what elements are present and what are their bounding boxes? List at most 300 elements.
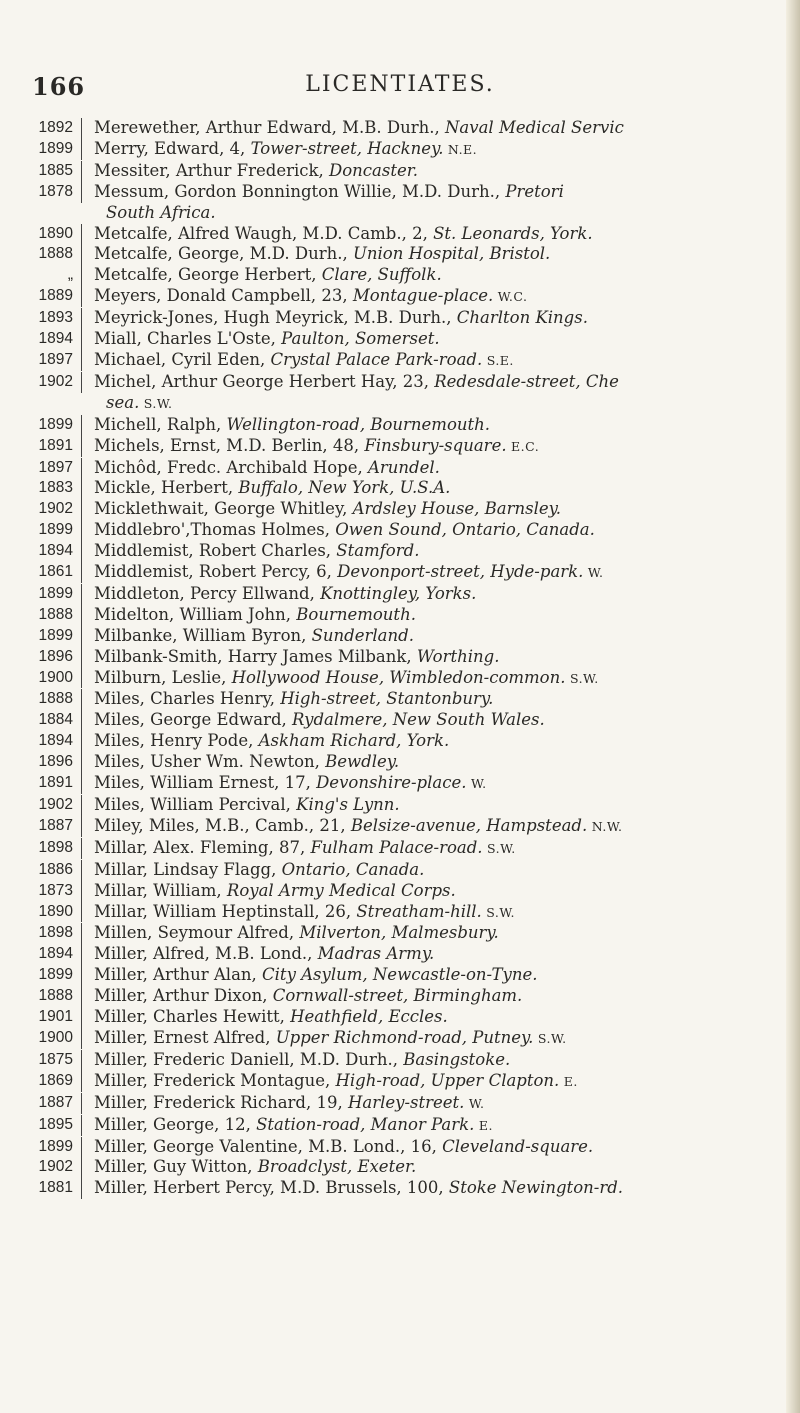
name-text: Miles, Henry Pode, — [94, 731, 259, 751]
admission-year: 1902 — [12, 795, 82, 816]
address-text: Askham Richard, York. — [258, 731, 450, 751]
register-entry — [12, 1157, 790, 1178]
admission-year: 1897 — [12, 458, 82, 479]
admission-year: 1894 — [12, 541, 82, 562]
entry-line — [94, 436, 790, 458]
address-text: Paulton, Somerset. — [281, 329, 440, 349]
entry-text — [82, 329, 790, 350]
address-text: Harley-street. — [347, 1092, 465, 1112]
admission-year: 1899 — [12, 965, 82, 986]
register-entry — [12, 795, 790, 816]
entry-text — [82, 881, 790, 902]
register-entry — [12, 668, 790, 690]
address-text: Wellington-road, Bournemouth. — [226, 414, 491, 434]
entry-line — [94, 710, 790, 731]
entry-line — [94, 499, 790, 520]
postal-district: S.W. — [565, 670, 599, 686]
name-text: Middlebro',Thomas Holmes, — [94, 520, 336, 540]
entry-text — [82, 1050, 790, 1071]
entry-line — [94, 139, 790, 161]
admission-year: 1902 — [12, 499, 82, 520]
entry-line — [94, 944, 790, 965]
admission-year: 1899 — [12, 584, 82, 605]
name-text: Metcalfe, Alfred Waugh, M.D. Camb., 2, — [94, 223, 434, 243]
register-entry — [12, 499, 790, 520]
admission-year: 1888 — [12, 986, 82, 1007]
entry-text — [82, 668, 790, 690]
address-text: Cleveland-square. — [442, 1136, 594, 1156]
entry-line — [94, 1071, 790, 1093]
register-entry — [12, 118, 790, 139]
name-text: Messum, Gordon Bonnington Willie, M.D. Durh., — [94, 181, 506, 201]
register-entry — [12, 605, 790, 626]
address-text: Pretori — [505, 181, 564, 201]
entry-line — [94, 1028, 790, 1050]
entry-continuation-line — [94, 203, 790, 224]
register-entry — [12, 965, 790, 986]
register-entry — [12, 478, 790, 499]
name-text: Millar, William Heptinstall, 26, — [94, 901, 357, 921]
admission-year: 1883 — [12, 478, 82, 499]
name-text: Michel, Arthur George Herbert Hay, 23, — [94, 371, 435, 391]
entry-line — [94, 1093, 790, 1115]
address-text: Montague-place. — [352, 286, 494, 306]
entry-line — [94, 458, 790, 479]
entry-text — [82, 415, 790, 436]
admission-year: 1887 — [12, 1093, 82, 1114]
entry-text — [82, 541, 790, 562]
register-entry — [12, 562, 790, 584]
register-entry — [12, 415, 790, 436]
admission-year: 1895 — [12, 1115, 82, 1136]
admission-year: 1890 — [12, 224, 82, 245]
name-text: Milburn, Leslie, — [94, 667, 232, 687]
admission-year: 1899 — [12, 520, 82, 541]
address-text: Rydalmere, New South Wales. — [292, 710, 545, 730]
address-text: Finsbury-square. — [364, 435, 507, 455]
entry-text — [82, 647, 790, 668]
entry-text — [82, 118, 790, 139]
register-entry — [12, 436, 790, 458]
entry-line — [94, 1137, 790, 1158]
register-entry — [12, 372, 790, 415]
register-entry — [12, 1115, 790, 1137]
name-text: Miller, Ernest Alfred, — [94, 1027, 276, 1047]
name-text: Miller, Guy Witton, — [94, 1157, 258, 1177]
admission-year: 1886 — [12, 860, 82, 881]
name-text: Miller, Arthur Dixon, — [94, 986, 273, 1006]
entry-line — [94, 689, 790, 710]
address-text: Bewdley. — [325, 752, 400, 772]
register-entry — [12, 923, 790, 944]
entry-line — [94, 562, 790, 584]
name-text: Merry, Edward, 4, — [94, 138, 251, 158]
entry-line — [94, 773, 790, 795]
entry-text — [82, 838, 790, 860]
entry-text — [82, 139, 790, 161]
admission-year: 1893 — [12, 308, 82, 329]
name-text: Miley, Miles, M.B., Camb., 21, — [94, 815, 351, 835]
admission-year: 1896 — [12, 647, 82, 668]
address-text: Ardsley House, Barnsley. — [352, 499, 562, 519]
address-text: Union Hospital, Bristol. — [352, 244, 551, 264]
address-text: St. Leonards, York. — [433, 223, 593, 243]
address-text: High-road, Upper Clapton. — [335, 1070, 560, 1090]
entry-text — [82, 605, 790, 626]
entry-text — [82, 1157, 790, 1178]
register-entry — [12, 1071, 790, 1093]
entry-line — [94, 541, 790, 562]
name-text: Miller, Alfred, M.B. Lond., — [94, 944, 318, 964]
entry-text — [82, 436, 790, 458]
admission-year: 1873 — [12, 881, 82, 902]
admission-year: 1892 — [12, 118, 82, 139]
address-text: Broadclyst, Exeter. — [257, 1157, 417, 1177]
entry-line — [94, 965, 790, 986]
address-text: South Africa. — [106, 202, 216, 222]
admission-year: 1894 — [12, 329, 82, 350]
admission-year: 1889 — [12, 286, 82, 307]
entry-text — [82, 1093, 790, 1115]
admission-year: 1899 — [12, 1137, 82, 1158]
entry-line — [94, 520, 790, 541]
name-text: Metcalfe, George, M.D. Durh., — [94, 244, 353, 264]
register-entry — [12, 161, 790, 182]
register-entry — [12, 752, 790, 773]
entry-text — [82, 689, 790, 710]
entry-text — [82, 986, 790, 1007]
name-text: Meyers, Donald Campbell, 23, — [94, 286, 353, 306]
register-entry — [12, 520, 790, 541]
postal-district: N.E. — [443, 141, 478, 157]
name-text: Milbank-Smith, Harry James Milbank, — [94, 646, 417, 666]
address-text: Worthing. — [416, 646, 500, 666]
name-text: Messiter, Arthur Frederick, — [94, 160, 329, 180]
admission-year: 1898 — [12, 838, 82, 859]
name-text: Miles, William Percival, — [94, 795, 297, 814]
entry-text — [82, 286, 790, 308]
register-entry — [12, 308, 790, 329]
entry-line — [94, 923, 790, 944]
register-entry — [12, 1028, 790, 1050]
entry-line — [94, 329, 790, 350]
admission-year: 1891 — [12, 773, 82, 794]
name-text: Miller, Charles Hewitt, — [94, 1007, 291, 1027]
admission-year: 1900 — [12, 668, 82, 689]
entry-line — [94, 118, 790, 139]
entry-line — [94, 350, 790, 372]
name-text: Millar, Alex. Fleming, 87, — [94, 837, 311, 857]
entry-line — [94, 1007, 790, 1028]
entry-line — [94, 1115, 790, 1137]
entry-text — [82, 1115, 790, 1137]
name-text: Michels, Ernst, M.D. Berlin, 48, — [94, 435, 365, 455]
postal-district: N.W. — [587, 818, 623, 834]
address-text: Belsize-avenue, Hampstead. — [350, 815, 588, 835]
address-text: Streatham-hill. — [356, 901, 482, 921]
entry-text — [82, 1178, 790, 1199]
entry-text — [82, 562, 790, 584]
name-text: Milbanke, William Byron, — [94, 625, 312, 645]
register-entry — [12, 838, 790, 860]
entry-line — [94, 902, 790, 924]
name-text: Miall, Charles L'Oste, — [94, 329, 282, 349]
address-text: Fulham Palace-road. — [310, 837, 483, 857]
name-text: Millar, Lindsay Flagg, — [94, 859, 282, 879]
entry-line — [94, 224, 790, 245]
admission-year: 1899 — [12, 626, 82, 647]
register-entry — [12, 626, 790, 647]
postal-district: S.W. — [482, 840, 516, 856]
register-entry — [12, 350, 790, 372]
admission-year: 1899 — [12, 415, 82, 436]
address-text: Redesdale-street, Che — [434, 371, 619, 391]
entry-text — [82, 458, 790, 479]
admission-year: 1888 — [12, 605, 82, 626]
entry-line — [94, 286, 790, 308]
address-text: sea. — [106, 392, 140, 412]
register-entry — [12, 986, 790, 1007]
address-text: Owen Sound, Ontario, Canada. — [335, 520, 595, 540]
address-text: Doncaster. — [328, 160, 419, 180]
postal-district: S.W. — [533, 1030, 567, 1046]
licentiate-list — [12, 118, 790, 1199]
name-text: Miles, William Ernest, 17, — [94, 773, 317, 793]
entry-text — [82, 965, 790, 986]
address-text: Tower-street, Hackney. — [250, 138, 444, 158]
address-text: Cornwall-street, Birmingham. — [272, 986, 523, 1006]
entry-text — [82, 923, 790, 944]
address-text: Station-road, Manor Park. — [256, 1114, 475, 1134]
name-text: Miles, George Edward, — [94, 710, 293, 730]
name-text: Metcalfe, George Herbert, — [94, 265, 322, 285]
register-entry — [12, 860, 790, 881]
address-text: Devonport-street, Hyde-park. — [337, 562, 584, 582]
address-text: City Asylum, Newcastle-on-Tyne. — [262, 965, 538, 985]
admission-year: 1869 — [12, 1071, 82, 1092]
entry-text — [82, 731, 790, 752]
entry-line — [94, 1178, 790, 1199]
postal-district: W. — [464, 1095, 485, 1111]
address-text: Naval Medical Servic — [444, 118, 624, 137]
entry-text — [82, 499, 790, 520]
entry-text — [82, 816, 790, 838]
register-entry — [12, 244, 790, 265]
admission-year: 1888 — [12, 689, 82, 710]
name-text: Mickle, Herbert, — [94, 478, 239, 498]
admission-year: 1900 — [12, 1028, 82, 1049]
entry-line — [94, 605, 790, 626]
admission-year: 1891 — [12, 436, 82, 457]
entry-text — [82, 161, 790, 182]
admission-year: 1899 — [12, 139, 82, 160]
register-entry — [12, 224, 790, 245]
address-text: Arundel. — [368, 457, 440, 477]
register-entry — [12, 329, 790, 350]
name-text: Midelton, William John, — [94, 604, 297, 624]
name-text: Michell, Ralph, — [94, 414, 227, 434]
entry-line — [94, 182, 790, 203]
entry-text — [82, 1007, 790, 1028]
register-entry — [12, 1178, 790, 1199]
register-entry — [12, 584, 790, 605]
name-text: Miller, Frederick Montague, — [94, 1070, 336, 1090]
admission-year: „ — [12, 265, 82, 286]
register-entry — [12, 1007, 790, 1028]
admission-year: 1894 — [12, 731, 82, 752]
address-text: King's Lynn. — [296, 795, 400, 814]
entry-text — [82, 626, 790, 647]
address-text: Basingstoke. — [403, 1049, 511, 1069]
admission-year: 1875 — [12, 1050, 82, 1071]
entry-text — [82, 902, 790, 924]
entry-text — [82, 773, 790, 795]
entry-text — [82, 860, 790, 881]
running-title: LICENTIATES. — [305, 72, 495, 97]
address-text: Heathfield, Eccles. — [290, 1007, 448, 1027]
admission-year: 1894 — [12, 944, 82, 965]
register-entry — [12, 265, 790, 286]
entry-text — [82, 1137, 790, 1158]
entry-text — [82, 308, 790, 329]
entry-line — [94, 838, 790, 860]
entry-text — [82, 224, 790, 245]
name-text: Miles, Charles Henry, — [94, 689, 281, 709]
entry-text — [82, 1028, 790, 1050]
entry-text — [82, 584, 790, 605]
admission-year: 1901 — [12, 1007, 82, 1028]
name-text: Meyrick-Jones, Hugh Meyrick, M.B. Durh., — [94, 308, 457, 328]
name-text: Millen, Seymour Alfred, — [94, 923, 300, 943]
register-entry — [12, 1093, 790, 1115]
entry-line — [94, 372, 790, 393]
admission-year: 1881 — [12, 1178, 82, 1199]
name-text: Millar, William, — [94, 880, 227, 900]
entry-line — [94, 1157, 790, 1178]
entry-text — [82, 520, 790, 541]
address-text: Hollywood House, Wimbledon-common. — [231, 667, 566, 687]
address-text: Milverton, Malmesbury. — [299, 923, 499, 943]
postal-district: W. — [466, 776, 487, 792]
register-entry — [12, 773, 790, 795]
admission-year: 1902 — [12, 372, 82, 393]
name-text: Miller, George Valentine, M.B. Lond., 16, — [94, 1136, 443, 1156]
entry-line — [94, 308, 790, 329]
name-text: Middlemist, Robert Charles, — [94, 541, 337, 561]
admission-year: 1888 — [12, 244, 82, 265]
entry-line — [94, 881, 790, 902]
register-entry — [12, 647, 790, 668]
name-text: Micklethwait, George Whitley, — [94, 499, 353, 519]
postal-district: S.W. — [139, 395, 173, 411]
register-entry — [12, 1137, 790, 1158]
register-entry — [12, 816, 790, 838]
address-text: Royal Army Medical Corps. — [226, 880, 456, 900]
postal-district: E. — [559, 1073, 578, 1089]
address-text: High-street, Stantonbury. — [280, 689, 494, 709]
admission-year: 1902 — [12, 1157, 82, 1178]
postal-district: S.W. — [481, 904, 516, 920]
entry-text — [82, 710, 790, 731]
address-text: Bournemouth. — [296, 604, 416, 624]
address-text: Upper Richmond-road, Putney. — [275, 1027, 534, 1047]
address-text: Clare, Suffolk. — [321, 265, 442, 285]
admission-year: 1897 — [12, 350, 82, 371]
entry-line — [94, 161, 790, 182]
register-entry — [12, 182, 790, 224]
register-entry — [12, 902, 790, 924]
entry-line — [94, 265, 790, 286]
admission-year: 1861 — [12, 562, 82, 583]
entry-line — [94, 816, 790, 838]
address-text: Sunderland. — [311, 625, 414, 645]
entry-line — [94, 1050, 790, 1071]
entry-text — [82, 795, 790, 816]
admission-year: 1884 — [12, 710, 82, 731]
postal-district: W.C. — [493, 289, 528, 305]
address-text: Stoke Newington-rd. — [448, 1178, 624, 1198]
address-text: Charlton Kings. — [456, 308, 588, 328]
register-entry — [12, 139, 790, 161]
name-text: Merewether, Arthur Edward, M.B. Durh., — [94, 118, 445, 137]
entry-line — [94, 860, 790, 881]
admission-year: 1878 — [12, 182, 82, 203]
register-entry — [12, 731, 790, 752]
register-entry — [12, 689, 790, 710]
address-text: Crystal Palace Park-road. — [270, 349, 483, 369]
register-entry — [12, 286, 790, 308]
address-text: Ontario, Canada. — [281, 859, 425, 879]
entry-line — [94, 668, 790, 690]
name-text: Miles, Usher Wm. Newton, — [94, 752, 326, 772]
entry-line — [94, 584, 790, 605]
entry-text — [82, 1071, 790, 1093]
address-text: Madras Army. — [317, 944, 435, 964]
name-text: Miller, Arthur Alan, — [94, 965, 263, 985]
entry-line — [94, 415, 790, 436]
name-text: Miller, Herbert Percy, M.D. Brussels, 100, — [94, 1178, 449, 1198]
admission-year: 1896 — [12, 752, 82, 773]
page-number: 166 — [32, 72, 86, 101]
entry-text — [82, 350, 790, 372]
register-entry — [12, 1050, 790, 1071]
entry-line — [94, 731, 790, 752]
entry-text — [82, 265, 790, 286]
entry-text — [82, 182, 790, 224]
name-text: Miller, Frederick Richard, 19, — [94, 1092, 348, 1112]
postal-district: E.C. — [506, 438, 540, 454]
name-text: Miller, Frederic Daniell, M.D. Durh., — [94, 1049, 404, 1069]
entry-line — [94, 795, 790, 816]
name-text: Middleton, Percy Ellwand, — [94, 583, 321, 603]
register-entry — [12, 541, 790, 562]
postal-district: E. — [474, 1117, 493, 1133]
name-text: Middlemist, Robert Percy, 6, — [94, 562, 338, 582]
postal-district: S.E. — [482, 352, 514, 368]
register-entry — [12, 710, 790, 731]
entry-line — [94, 647, 790, 668]
register-entry — [12, 458, 790, 479]
entry-text — [82, 478, 790, 499]
name-text: Miller, George, 12, — [94, 1114, 257, 1134]
entry-text — [82, 372, 790, 415]
address-text: Stamford. — [336, 541, 420, 561]
address-text: Knottingley, Yorks. — [320, 583, 477, 603]
admission-year: 1885 — [12, 161, 82, 182]
name-text: Michael, Cyril Eden, — [94, 349, 271, 369]
entry-line — [94, 986, 790, 1007]
name-text: Michôd, Fredc. Archibald Hope, — [94, 457, 368, 477]
